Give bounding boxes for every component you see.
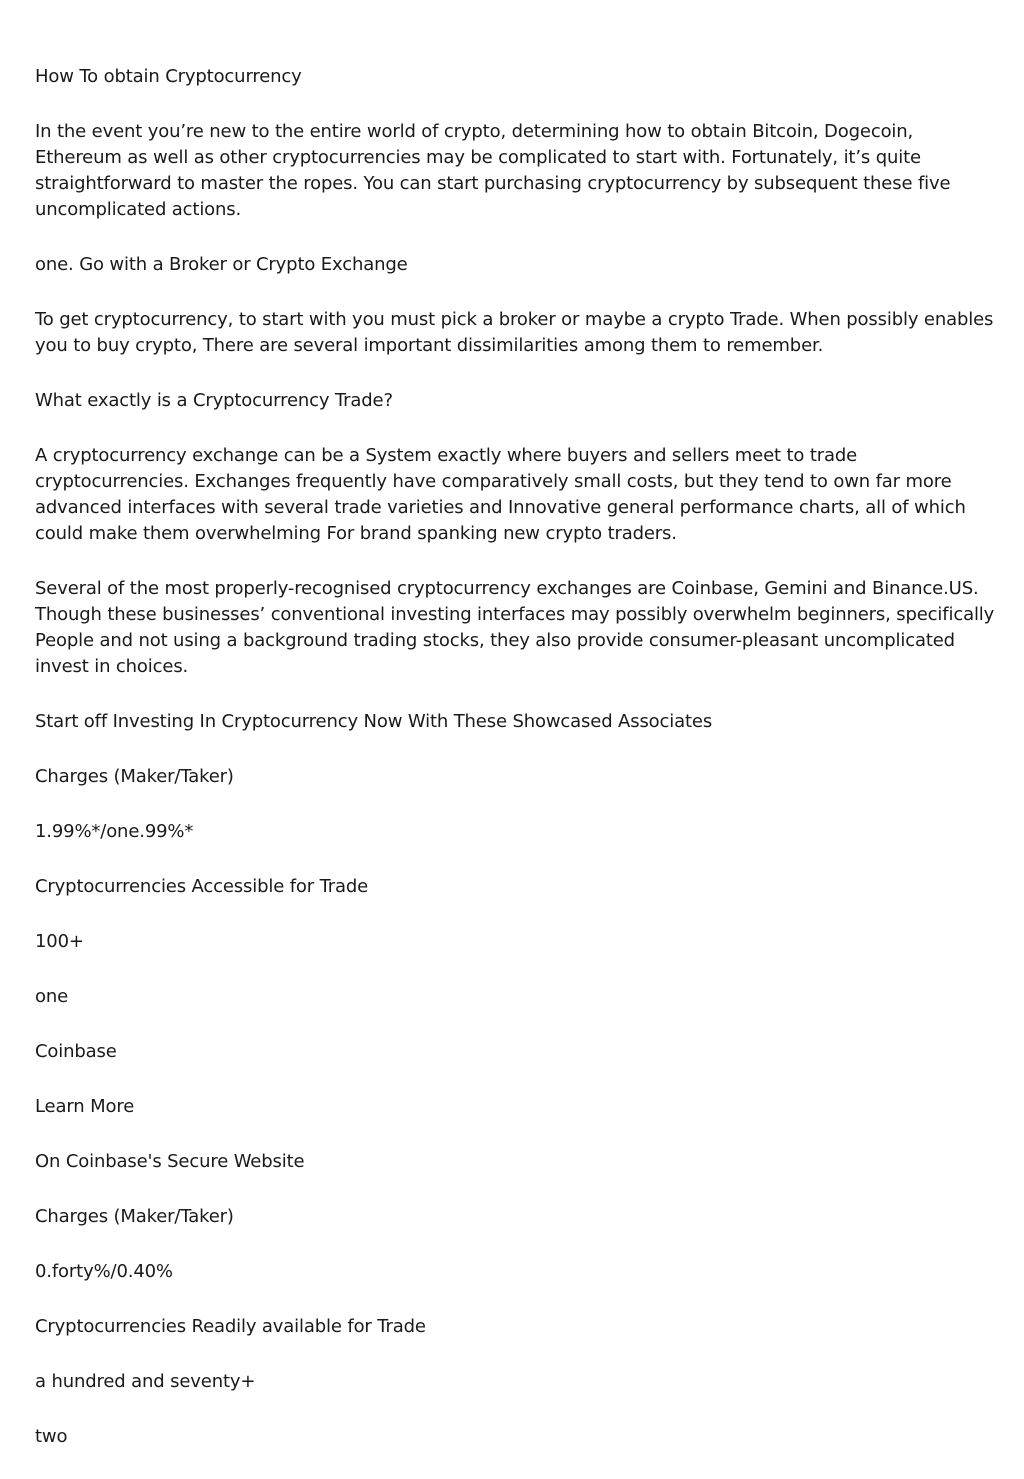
step-heading: one. Go with a Broker or Crypto Exchange — [35, 254, 408, 275]
broker-paragraph: To get cryptocurrency, to start with you must pick a broker or maybe a crypto Trade. When possibly enables you to buy crypto, There are several important dissimilarities among them to remember. — [35, 309, 994, 356]
exchange-paragraph: A cryptocurrency exchange can be a System exactly where buyers and sellers meet to trade cryptocurrencies. Exchanges frequently have comparatively small costs, but they tend to own far more advanced interfaces with several trade varieties and Innovative general performance charts, all of which could make them overwhelming For brand spanking new crypto traders. — [35, 445, 966, 544]
partner-rank: two — [35, 1426, 68, 1447]
cryptos-value: 100+ — [35, 931, 84, 952]
partners-heading: Start off Investing In Cryptocurrency Now With These Showcased Associates — [35, 711, 713, 732]
fees-label: Charges (Maker/Taker) — [35, 1206, 234, 1227]
intro-paragraph: In the event you’re new to the entire world of crypto, determining how to obtain Bitcoin, Dogecoin, Ethereum as well as other cryptocurrencies may be complicated to start with. Fortunately, it’s quite straightforward to master the ropes. You can start purchasing cryptocurrency by subsequent these five uncomplicated actions. — [35, 121, 951, 220]
secure-website-note: On Coinbase's Secure Website — [35, 1151, 305, 1172]
partner-name: Coinbase — [35, 1041, 117, 1062]
cryptos-label: Cryptocurrencies Accessible for Trade — [35, 876, 369, 897]
exchanges-list-paragraph: Several of the most properly-recognised cryptocurrency exchanges are Coinbase, Gemini and Binance.US. Though these businesses’ conventional investing interfaces may possibly overwhelm beginners, specifically People and not using a background trading stocks, they also provide consumer-pleasant uncomplicated invest in choices. — [35, 578, 995, 677]
document-page — [35, 64, 995, 1479]
cryptos-label: Cryptocurrencies Readily available for Trade — [35, 1316, 426, 1337]
fees-value: 0.forty%/0.40% — [35, 1261, 173, 1282]
document-title: How To obtain Cryptocurrency — [35, 66, 302, 87]
cryptos-value: a hundred and seventy+ — [35, 1371, 256, 1392]
fees-value: 1.99%*/one.99%* — [35, 821, 194, 842]
fees-label: Charges (Maker/Taker) — [35, 766, 234, 787]
partner-rank: one — [35, 986, 69, 1007]
section-heading: What exactly is a Cryptocurrency Trade? — [35, 390, 393, 411]
learn-more-link[interactable]: Learn More — [35, 1096, 135, 1117]
